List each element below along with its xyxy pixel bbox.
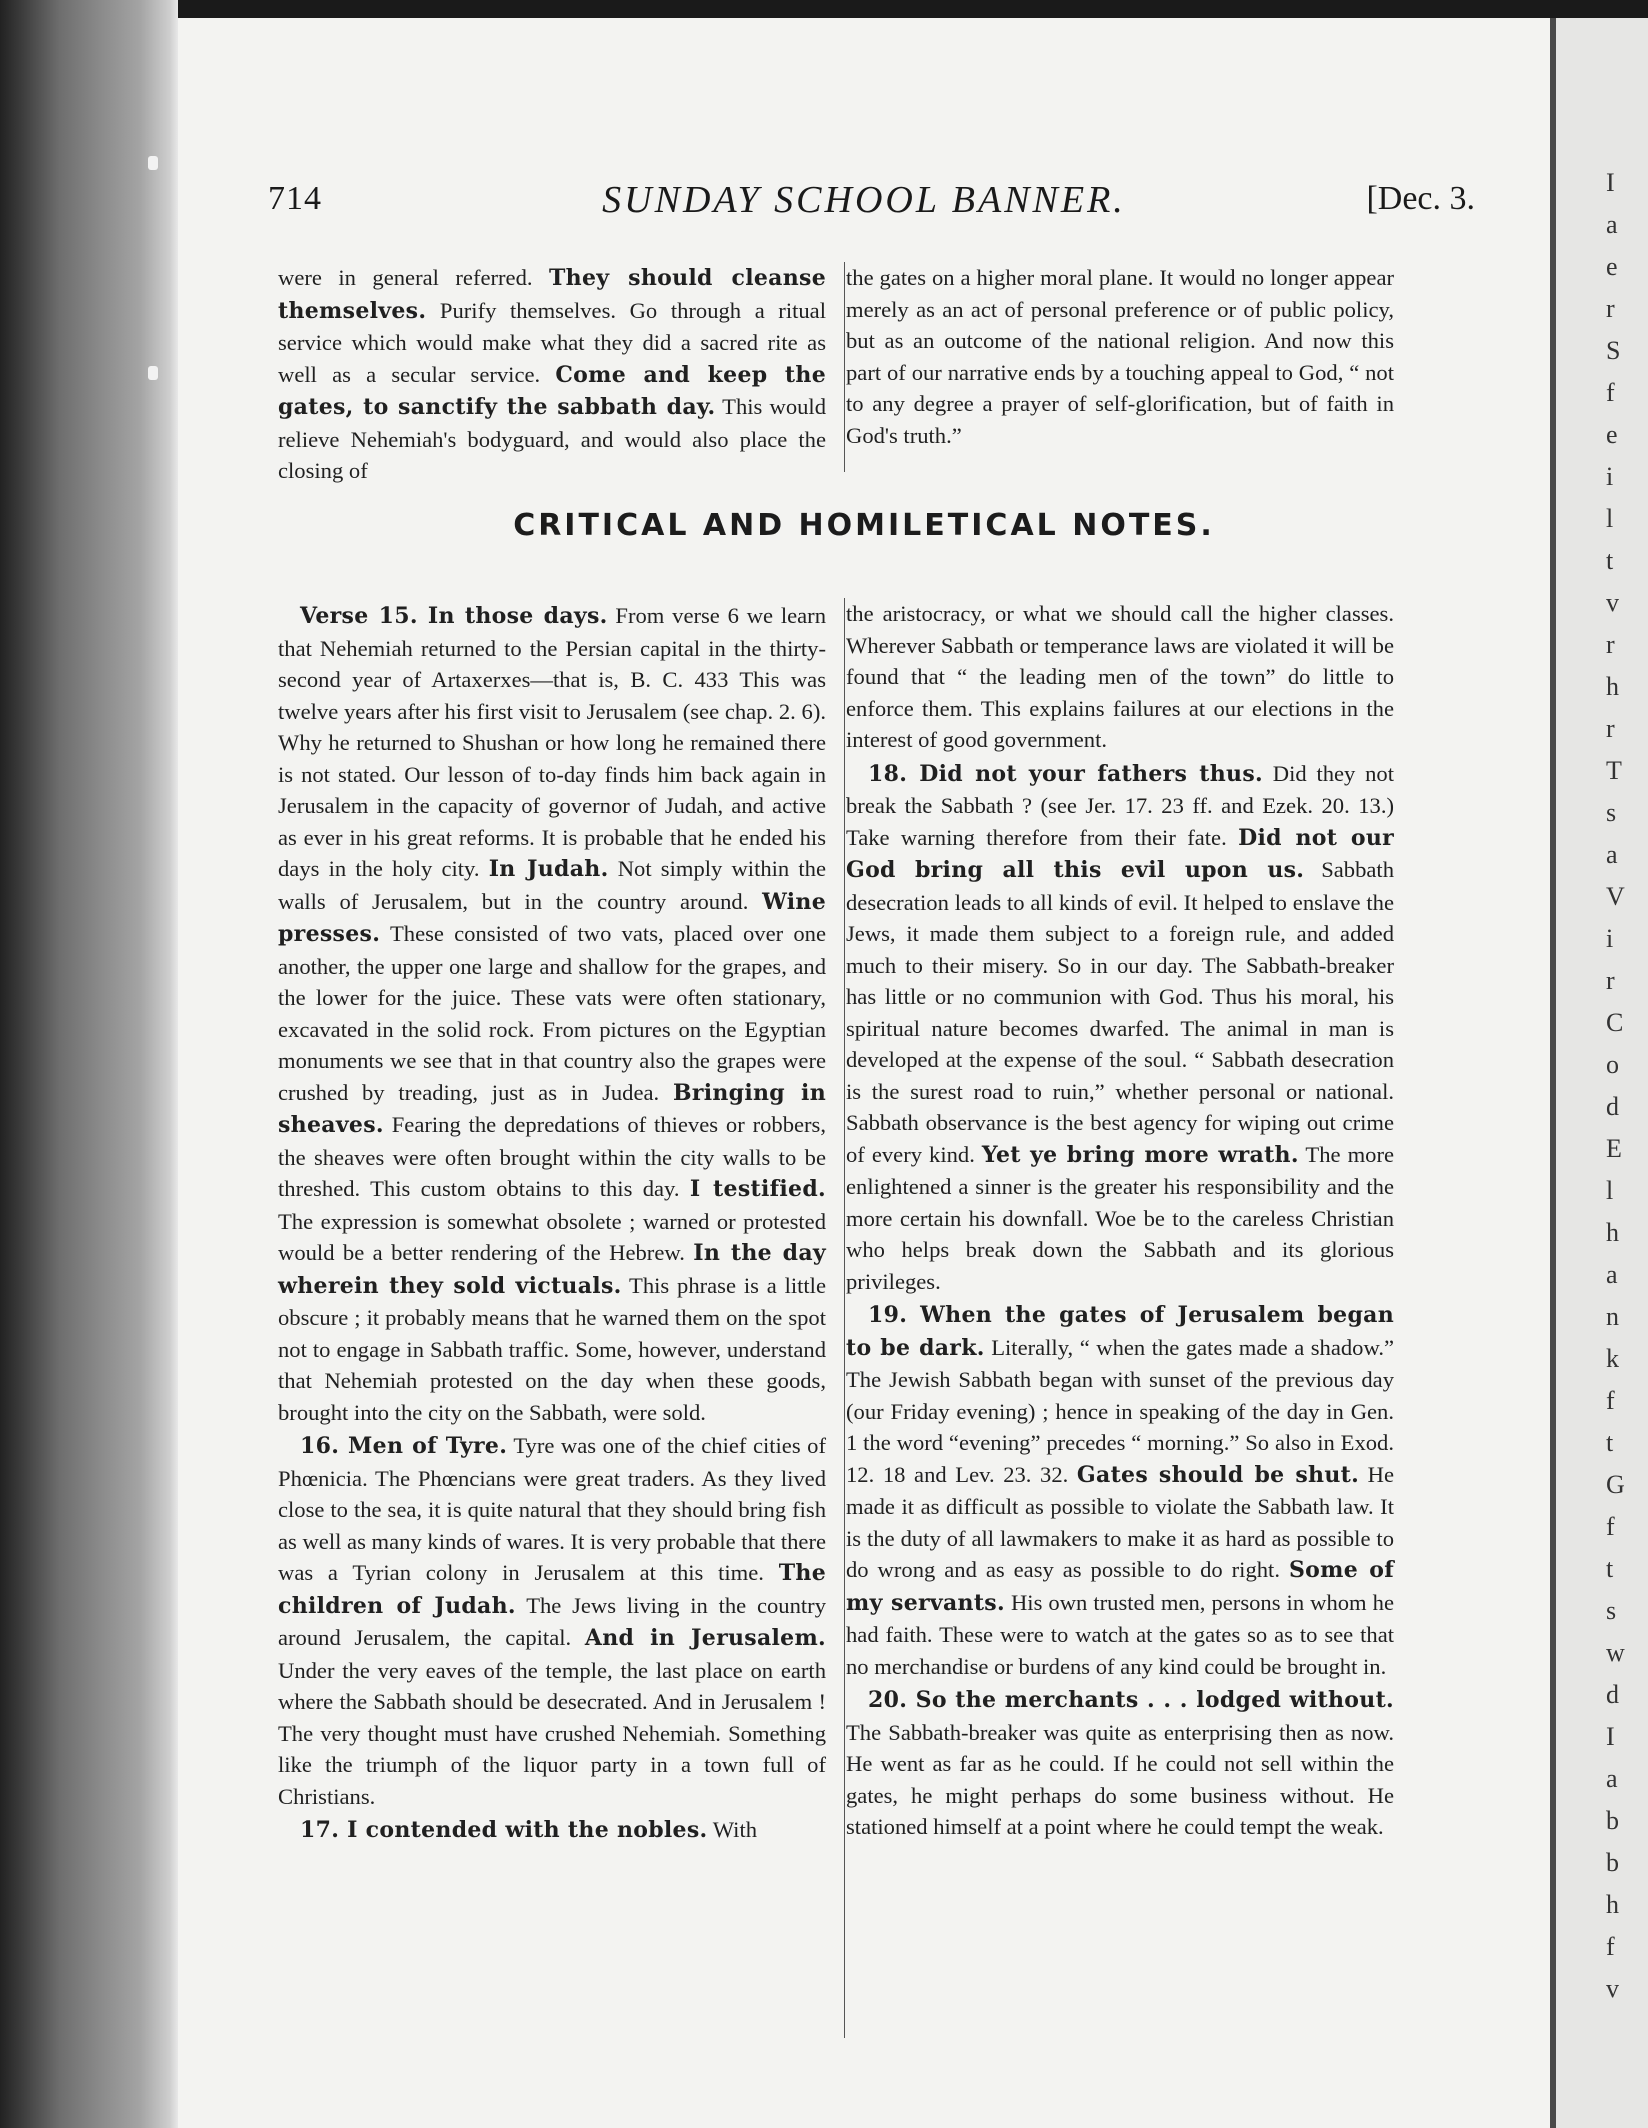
page-number: 714 [268,180,322,217]
verse-heading: Verse 15. In those days. [300,603,608,629]
facing-page-letter: s [1606,798,1617,827]
facing-page-letter: t [1606,1554,1614,1583]
verse-heading: Come and keep the gates, to sanctify the sabbath day. [278,361,826,420]
binding-mark [148,156,158,170]
paragraph [278,600,826,1428]
text-run: This phrase is a little obscure ; it probably means that he warned them on the spot not to engage in Sabbath traffic. Some, however, understand that Nehemiah protested on the day when these goods, brought into the city on the Sabbath, were sold. [278,1272,826,1425]
facing-page-letter: T [1606,756,1622,785]
paragraph [846,262,1394,451]
verse-heading: 17. I contended with the nobles. [300,1817,708,1843]
issue-date: [Dec. 3. [1366,180,1475,217]
verse-heading: I testified. [689,1176,826,1202]
paragraph [846,758,1394,1298]
facing-page-letter: d [1606,1092,1619,1121]
facing-page-letter: C [1606,1008,1624,1037]
facing-page-letter: d [1606,1680,1619,1709]
facing-page-letter: E [1606,1134,1622,1163]
verse-heading: They should cleanse themselves. [278,265,826,324]
text-run: Fearing the depredations of thieves or robbers, the sheaves were often brought within the city walls to be threshed. This custom obtains to this day. [278,1112,826,1201]
facing-page-letter: t [1606,546,1614,575]
page [178,18,1550,2128]
column-rule [844,598,845,2038]
verse-heading: 19. When the gates of Jerusalem began to be dark. [846,1302,1394,1361]
facing-page-letter: r [1606,714,1615,743]
text-run: Literally, “ when the gates made a shadow.” The Jewish Sabbath began with sunset of the previous day (our Friday evening) ; hence in speaking of the day in Gen. 1 the word “evening” precedes “ morning.” So also in Exod. 12. 18 and Lev. 23. 32. [846,1334,1394,1487]
facing-page-letter: a [1606,210,1618,239]
facing-page-letter: l [1606,1176,1614,1205]
paragraph [278,1430,826,1812]
facing-page-letter: r [1606,630,1615,659]
text-run: Did they not break the Sabbath ? (see Jer. 17. 23 ff. and Ezek. 20. 13.) Take warning therefore from their fate. [846,760,1394,850]
verse-heading: In the day wherein they sold victuals. [278,1240,826,1299]
facing-page-letter: b [1606,1848,1619,1877]
text-run: His own trusted men, persons in whom he had faith. These were to watch at the gates so as to see that no merchandise or burdens of any kind could be brought in. [846,1589,1394,1679]
verse-heading: 18. Did not your fathers thus. [868,760,1263,787]
notes-right-column [846,598,1394,1843]
book-spine [0,0,178,2128]
text-run: The Jews living in the country around Jerusalem, the capital. [278,1592,826,1650]
facing-page-letter: r [1606,966,1615,995]
text-run: Tyre was one of the chief cities of Phœnicia. The Phœncians were great traders. As they lived close to the sea, it is quite natural that they should bring fish as well as many kinds of wares. It is very probable that there was a Tyrian colony in Jerusalem at this time. [278,1433,826,1585]
facing-page-letter: h [1606,672,1619,701]
text-run: He made it as difficult as possible to violate the Sabbath law. It is the duty of all lawmakers to make it as hard as possible to do wrong and as easy as possible to do right. [846,1461,1395,1582]
verse-heading: The children of Judah. [278,1560,826,1619]
verse-heading: Yet ye bring more wrath. [981,1141,1299,1168]
text-run: The Sabbath-breaker was quite as enterprising then as now. He went as far as he could. If he could not sell within the gates, he might perhaps do some business without. He stationed himself at a point where he could tempt the weak. [846,1719,1394,1839]
facing-page-letter: e [1606,420,1618,449]
facing-page-edge [1550,18,1648,2128]
text-run: With [707,1817,758,1842]
text-run: The expression is somewhat obsolete ; warned or protested would be a better rendering of the Hebrew. [278,1208,826,1265]
facing-page-letter: f [1606,1512,1615,1541]
facing-page-letter: G [1606,1470,1625,1499]
verse-heading: Some of my servants. [846,1557,1395,1616]
section-title: CRITICAL AND HOMILETICAL NOTES. [513,508,1215,543]
facing-page-letter: s [1606,1596,1617,1625]
verse-heading: In Judah. [488,856,609,882]
facing-page-letter: a [1606,840,1618,869]
facing-page-letter: S [1606,336,1621,365]
top-right-column [846,262,1394,451]
facing-page-letter: f [1606,1386,1615,1415]
text-run: the aristocracy, or what we should call the higher classes. Wherever Sabbath or temperance laws are violated it will be found that “ the leading men of the town” do little to enforce them. This explains failures at our elections in the interest of good government. [846,601,1394,752]
paragraph [278,262,826,487]
verse-heading: Bringing in sheaves. [278,1079,827,1138]
notes-left-column [278,598,826,1847]
running-head [178,158,1550,221]
text-run: the gates on a higher moral plane. It would no longer appear merely as an act of personal preference or of public policy, but as an outcome of the national religion. And now this part of our narrative ends by a touching appeal to God, “ not to any degree a prayer of self-glorification, but of faith in God's truth.” [846,265,1394,448]
top-left-column [278,262,826,487]
verse-heading: 20. So the merchants . . . lodged without. [868,1687,1394,1713]
facing-page-letter: f [1606,1932,1615,1961]
verse-heading: 16. Men of Tyre. [300,1433,508,1459]
facing-page-letter: n [1606,1302,1619,1331]
facing-page-letter: I [1606,168,1615,197]
text-run: This would relieve Nehemiah's bodyguard, and would also place the closing of [278,394,826,483]
text-run: Not simply within the walls of Jerusalem, but in the country around. [278,856,827,914]
verse-heading: Gates should be shut. [1076,1461,1360,1488]
text-run: Under the very eaves of the temple, the last place on earth where the Sabbath should be desecrated. And in Jerusalem ! The very thought must have crushed Nehemiah. Something like the triumph of the liquor party in a town full of Christians. [278,1657,826,1809]
binding-mark [148,366,158,380]
text-run: From verse 6 we learn that Nehemiah returned to the Persian capital in the thirty-second year of Artaxerxes—that is, B. C. 433 This was twelve years after his first visit to Jerusalem (see chap. 2. 6). Why he returned to Shushan or how long he remained there is not stated. Our lesson of to-day finds him back again in Jerusalem in the capacity of governor of Judah, and active as ever in his great reforms. It is probable that he ended his days in the holy city. [278,603,826,881]
facing-page-letter: I [1606,1722,1615,1751]
facing-page-letter: v [1606,588,1619,617]
facing-page-letter: f [1606,378,1615,407]
verse-heading: Wine presses. [278,888,826,947]
facing-page-letter: r [1606,294,1615,323]
facing-page-letter: o [1606,1050,1619,1079]
facing-page-letter: V [1606,882,1625,911]
facing-page-letter: l [1606,504,1614,533]
facing-page-letter: i [1606,924,1614,953]
facing-page-letter: a [1606,1764,1618,1793]
paragraph [846,1299,1394,1682]
facing-page-letter: h [1606,1890,1619,1919]
verse-heading: Did not our God bring all this evil upon us. [846,824,1395,883]
facing-page-letter: w [1606,1638,1625,1667]
facing-page-letter: b [1606,1806,1619,1835]
paragraph [846,598,1394,756]
text-run: were in general referred. [278,265,549,290]
column-rule [844,262,845,472]
text-run: These consisted of two vats, placed over one another, the upper one large and shallow for the grapes, and the lower for the juice. These vats were often stationary, excavated in the solid rock. From pictures on the Egyptian monuments we see that in that country also the grapes were crushed by treading, just as in Judea. [278,921,826,1105]
facing-page-letter: v [1606,1974,1619,2003]
facing-page-letter: a [1606,1260,1618,1289]
text-run: Purify themselves. Go through a ritual service which would make what they did a sacred rite as well as a secular service. [278,297,826,387]
facing-page-letter: t [1606,1428,1614,1457]
paragraph [278,1814,826,1847]
facing-page-letter: k [1606,1344,1619,1373]
text-run: Sabbath desecration leads to all kinds of evil. It helped to enslave the Jews, it made them subject to a foreign rule, and added much to their misery. So in our day. The Sabbath-breaker has little or no communion with God. Thus his moral, his spiritual nature becomes dwarfed. The animal in man is developed at the expense of the soul. “ Sabbath desecration is the surest road to ruin,” whether personal or national. Sabbath observance is the best agency for wiping out crime of every kind. [846,857,1394,1167]
paragraph [846,1684,1394,1843]
verse-heading: And in Jerusalem. [584,1625,826,1651]
facing-page-letter: e [1606,252,1618,281]
facing-page-letter: h [1606,1218,1619,1247]
facing-page-letter: i [1606,462,1614,491]
journal-title: SUNDAY SCHOOL BANNER. [602,179,1126,221]
text-run: The more enlightened a sinner is the greater his responsibility and the more certain his downfall. Woe be to the careless Christian who helps break down the Sabbath and its glorious privileges. [846,1141,1394,1294]
